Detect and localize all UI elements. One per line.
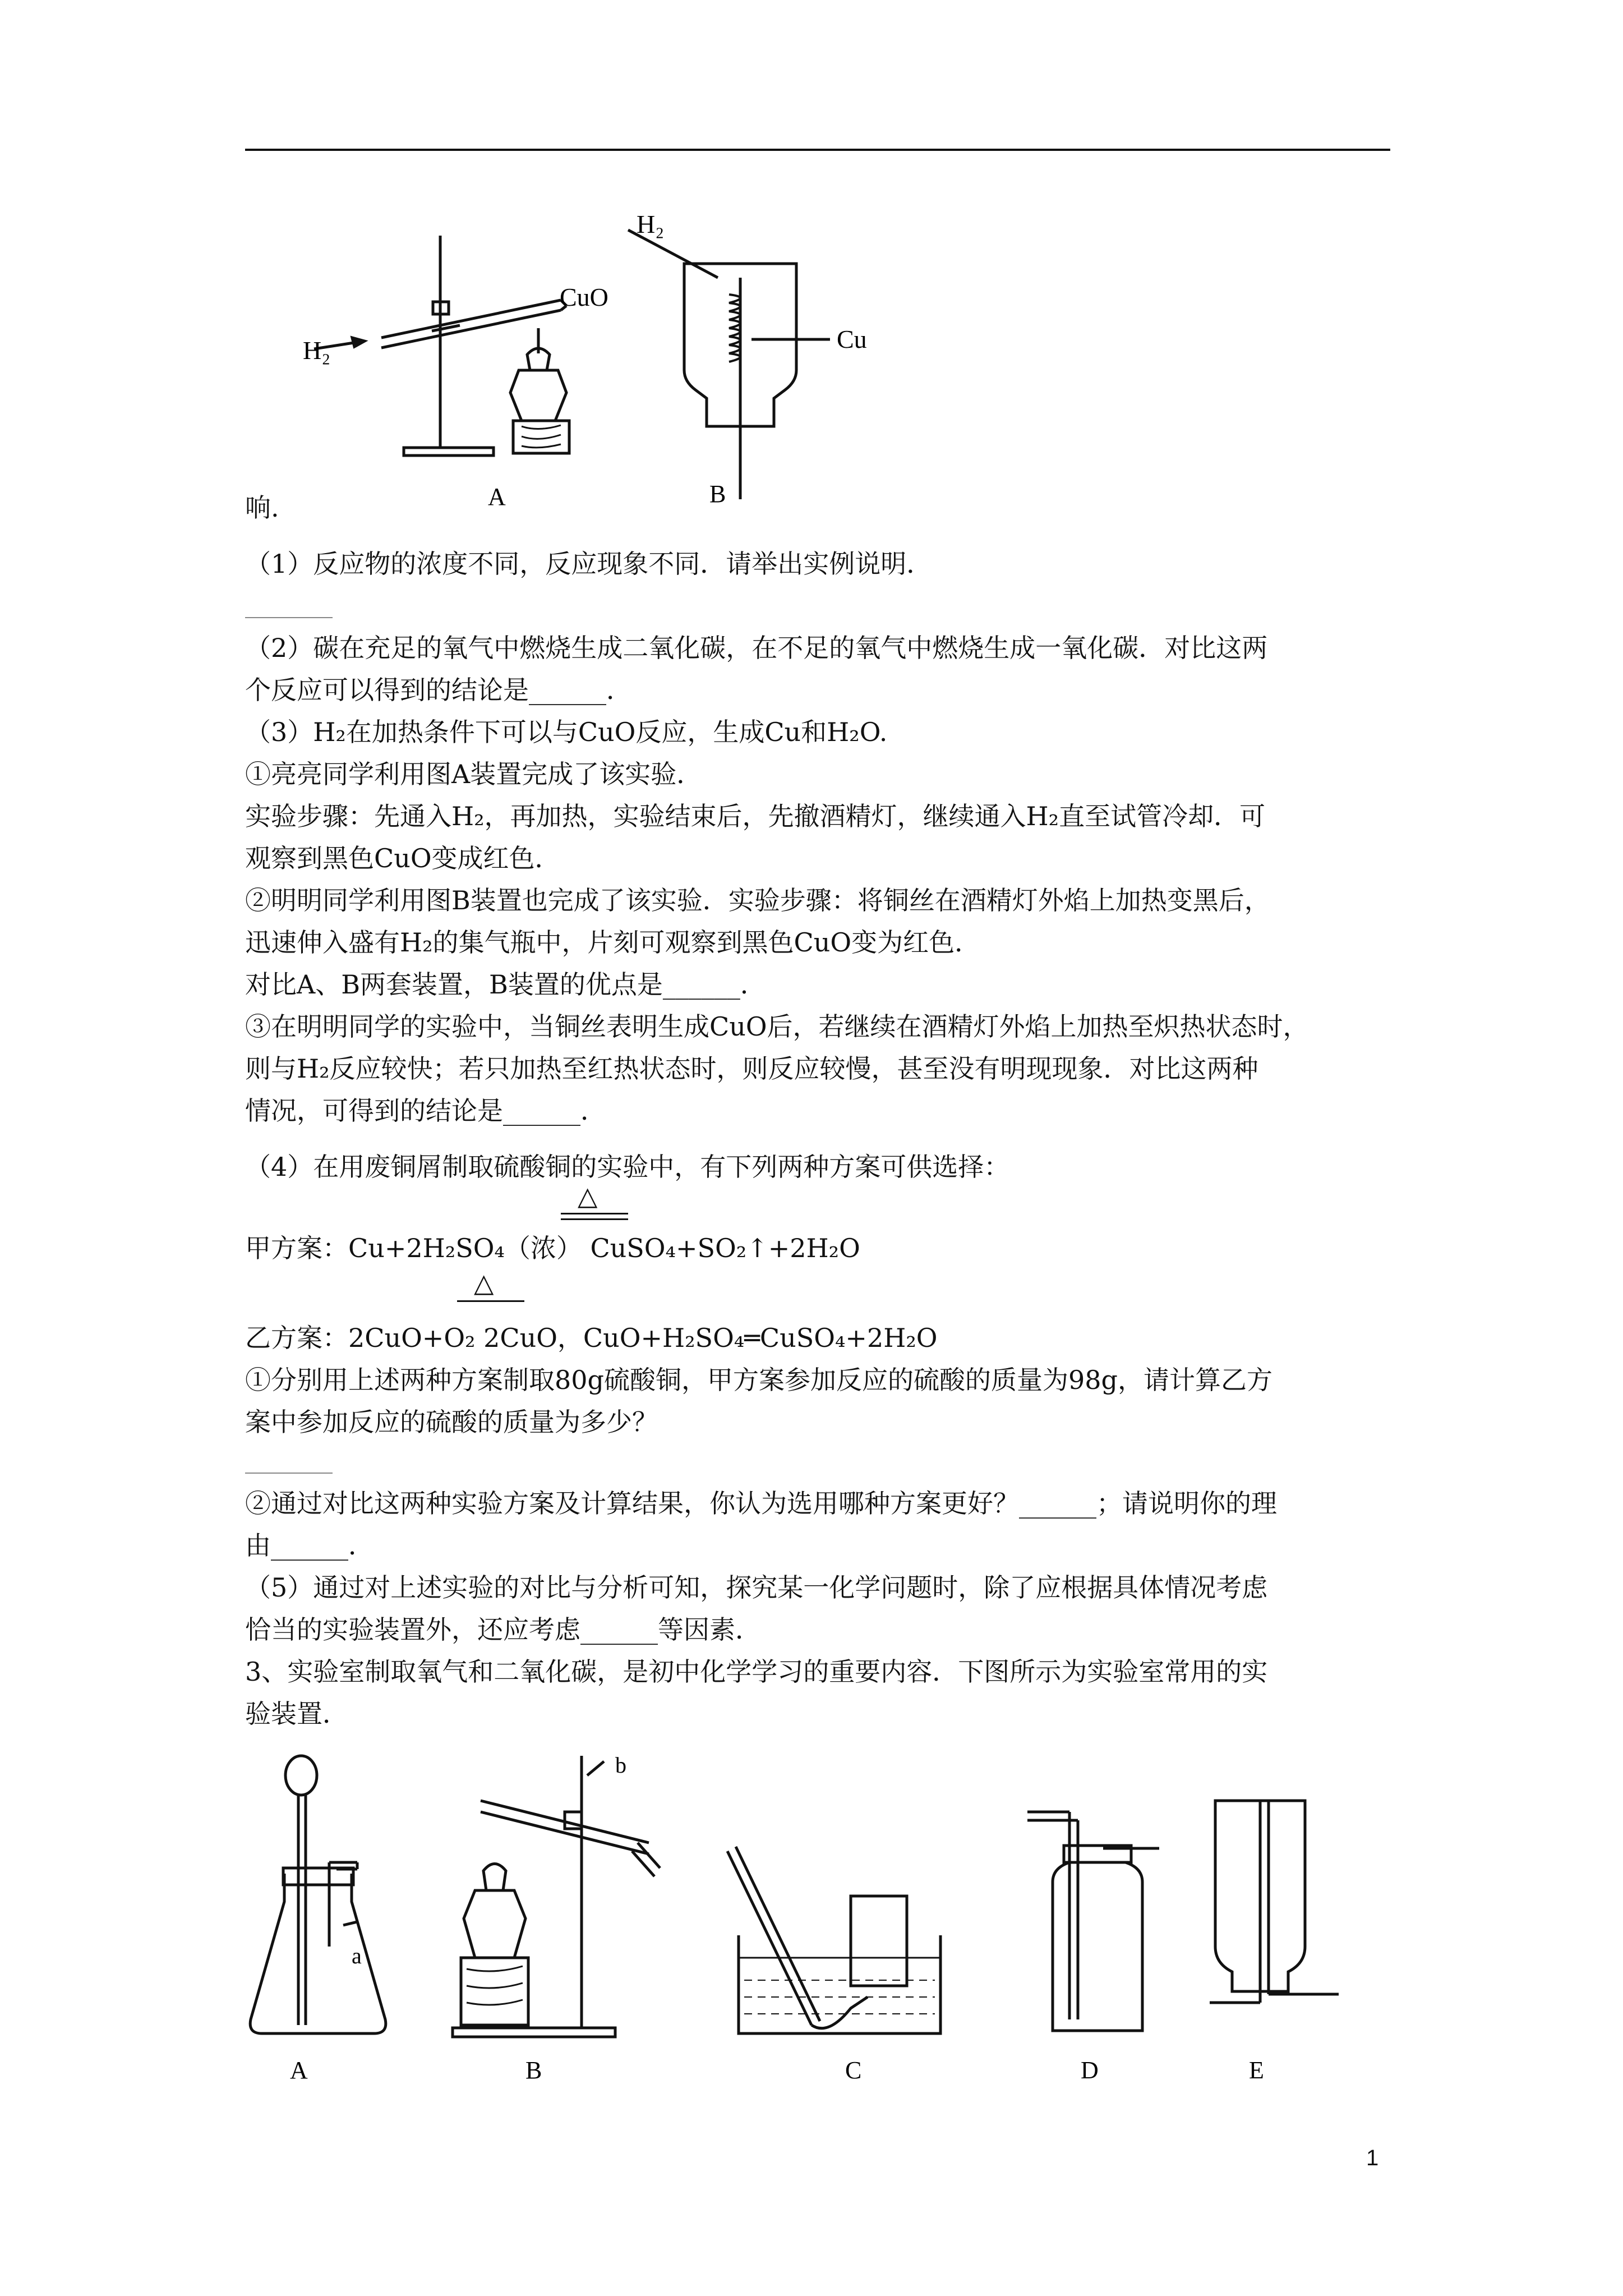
label-cu: Cu (837, 325, 867, 353)
apparatus-b2-drawing (453, 1756, 660, 2037)
text-line-18: ①分别用上述两种方案制取80g硫酸铜，甲方案参加反应的硫酸的质量为98g，请计算乙方 (245, 1365, 1272, 1395)
label-h2-b: H₂ (637, 210, 665, 238)
condition-bar-1a (561, 1213, 628, 1214)
text-line-2: （1）反应物的浓度不同，反应现象不同．请举出实例说明． (245, 549, 933, 579)
caption-e2: E (1249, 2056, 1264, 2084)
text-line-10: 迅速伸入盛有H₂的集气瓶中，片刻可观察到黑色CuO变为红色． (245, 927, 981, 958)
figure-2-apparatus (245, 1750, 1339, 2087)
text-line-11: 对比A、B两套装置，B装置的优点是______． (245, 969, 766, 1000)
text-line-5: （3）H₂在加热条件下可以与CuO反应，生成Cu和H₂O. (245, 717, 888, 747)
text-line-12: ③在明明同学的实验中，当铜丝表明生成CuO后，若继续在酒精灯外焰上加热至炽热状态时， (245, 1011, 1309, 1042)
apparatus-a2-drawing (250, 1756, 386, 2033)
caption-a2: A (290, 2056, 308, 2084)
text-line-9: ②明明同学利用图B装置也完成了该实验．实验步骤：将铜丝在酒精灯外焰上加热变黑后， (245, 885, 1270, 915)
text-line-21: 由______． (245, 1530, 374, 1561)
text-line-22: （5）通过对上述实验的对比与分析可知，探究某一化学问题时，除了应根据具体情况考虑 (245, 1572, 1268, 1603)
text-line-7: 实验步骤：先通入H₂，再加热，实验结束后，先撤酒精灯，继续通入H₂直至试管冷却．可 (245, 801, 1266, 831)
caption-b2: B (525, 2056, 542, 2084)
caption-b: B (709, 480, 726, 508)
caption-a: A (488, 483, 506, 510)
label-a-small: a (352, 1943, 362, 1968)
text-line-14: 情况，可得到的结论是______． (245, 1096, 606, 1126)
page-number: 1 (1366, 2146, 1379, 2170)
text-line-8: 观察到黑色CuO变成红色． (245, 843, 561, 873)
header-rule (245, 149, 1390, 151)
condition-delta-1: △ (578, 1181, 598, 1211)
label-cuo: CuO (560, 283, 608, 311)
answer-blank-rule-1 (245, 617, 333, 618)
text-line-4: 个反应可以得到的结论是______． (245, 675, 632, 705)
condition-delta-2: △ (474, 1268, 494, 1298)
condition-bar-2a (457, 1300, 524, 1302)
text-line-16: 甲方案：Cu+2H₂SO₄（浓） CuSO₄+SO₂↑+2H₂O (245, 1233, 860, 1263)
apparatus-e2-drawing (1210, 1801, 1339, 2003)
figure-1-apparatus (292, 208, 937, 522)
apparatus-b-drawing (628, 230, 830, 499)
text-line-25: 验装置． (245, 1699, 348, 1729)
text-line-3: （2）碳在充足的氧气中燃烧生成二氧化碳，在不足的氧气中燃烧生成一氧化碳．对比这两 (245, 633, 1268, 663)
caption-c2: C (845, 2056, 862, 2084)
text-line-13: 则与H₂反应较快；若只加热至红热状态时，则反应较慢，甚至没有明现现象．对比这两种 (245, 1053, 1258, 1084)
label-b-small: b (615, 1752, 626, 1778)
apparatus-c2-drawing (727, 1847, 940, 2033)
text-line-6: ①亮亮同学利用图A装置完成了该实验． (245, 759, 703, 789)
answer-blank-rule-2 (245, 1473, 333, 1474)
text-line-19: 案中参加反应的硫酸的质量为多少？ (245, 1407, 658, 1437)
text-line-15: （4）在用废铜屑制取硫酸铜的实验中，有下列两种方案可供选择： (245, 1152, 1010, 1182)
apparatus-a-drawing (314, 236, 569, 455)
caption-d2: D (1081, 2056, 1099, 2084)
text-line-23: 恰当的实验装置外，还应考虑______等因素． (245, 1614, 761, 1645)
apparatus-d2-drawing (1027, 1812, 1159, 2031)
text-line-20: ②通过对比这两种实验方案及计算结果，你认为选用哪种方案更好？______；请说明你的理 (245, 1488, 1277, 1519)
label-h2-a: H₂ (303, 336, 331, 365)
text-line-1: 响. (245, 493, 279, 523)
condition-bar-1b (561, 1218, 628, 1220)
text-line-24: 3、实验室制取氧气和二氧化碳，是初中化学学习的重要内容．下图所示为实验室常用的实 (245, 1657, 1268, 1687)
text-line-17: 乙方案：2CuO+O₂ 2CuO，CuO+H₂SO₄═CuSO₄+2H₂O (245, 1323, 938, 1353)
